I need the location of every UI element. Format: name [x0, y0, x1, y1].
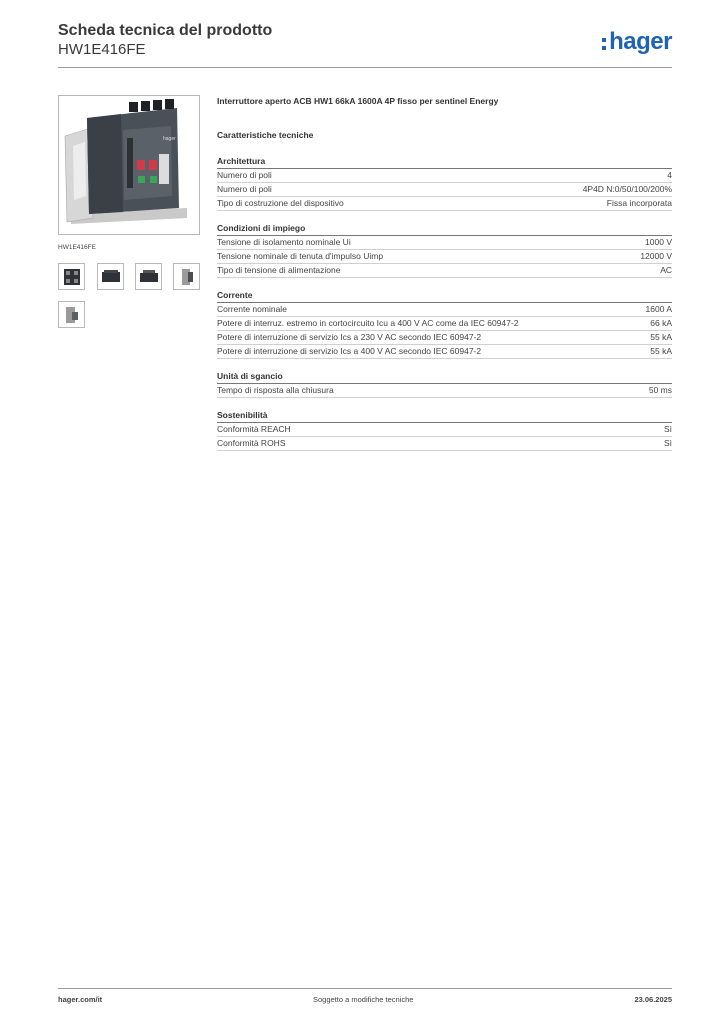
- section-architettura: [217, 156, 672, 211]
- svg-text:hager: hager: [163, 136, 176, 142]
- spec-label: Potere di interruz. estremo in cortocircuito Icu a 400 V AC come da IEC 60947-2: [217, 318, 519, 328]
- spec-row: [217, 317, 672, 331]
- spec-value: Sì: [663, 424, 672, 434]
- spec-row: [217, 303, 672, 317]
- mounting-plate-icon: [61, 304, 83, 326]
- spec-value: 1600 A: [645, 304, 672, 314]
- product-photo: [58, 95, 200, 235]
- footer-date: 23.06.2025: [634, 995, 672, 1004]
- spec-label: Tipo di tensione di alimentazione: [217, 265, 341, 275]
- spec-value: Fissa incorporata: [606, 198, 672, 208]
- mounting-bracket-icon: [176, 266, 198, 288]
- spec-label: Potere di interruzione di servizio Ics a 400 V AC secondo IEC 60947-2: [217, 346, 482, 356]
- spec-label: Numero di poli: [217, 184, 272, 194]
- spec-label: Potere di interruzione di servizio Ics a 230 V AC secondo IEC 60947-2: [217, 332, 482, 342]
- spec-value: Sì: [663, 438, 672, 448]
- spec-row: [217, 331, 672, 345]
- spec-value: 50 ms: [648, 385, 672, 395]
- thumbnail-front[interactable]: [97, 263, 124, 290]
- footer-note: Soggetto a modifiche tecniche: [313, 995, 414, 1004]
- section-condizioni-impiego: [217, 223, 672, 278]
- logo-text: hager: [609, 28, 672, 55]
- spec-row: [217, 250, 672, 264]
- thumbnail-bracket[interactable]: [173, 263, 200, 290]
- spec-value: 55 kA: [650, 332, 672, 342]
- spec-value: 1000 V: [645, 237, 672, 247]
- section-unita-sgancio: [217, 371, 672, 398]
- header-divider: [58, 67, 672, 68]
- spec-label: Tipo di costruzione del dispositivo: [217, 198, 344, 208]
- spec-value: 12000 V: [640, 251, 672, 261]
- thumbnail-mounting[interactable]: [58, 301, 85, 328]
- section-title: Condizioni di impiego: [217, 223, 672, 236]
- spec-label: Tensione di isolamento nominale Ui: [217, 237, 351, 247]
- breaker-front-icon: [100, 266, 122, 288]
- thumbnail-side[interactable]: [135, 263, 162, 290]
- spec-row: [217, 423, 672, 437]
- spec-label: Corrente nominale: [217, 304, 287, 314]
- photo-caption: HW1E416FE: [58, 244, 96, 251]
- spec-row: [217, 437, 672, 451]
- spec-label: Tensione nominale di tenuta d'impulso Uimp: [217, 251, 384, 261]
- specs-heading: Caratteristiche tecniche: [217, 130, 314, 140]
- footer-website-link[interactable]: hager.com/it: [58, 995, 103, 1004]
- spec-label: Tempo di risposta alla chiusura: [217, 385, 334, 395]
- logo-dots-icon: [602, 38, 606, 50]
- product-specifications: [217, 96, 672, 451]
- spec-value: 55 kA: [650, 346, 672, 356]
- spec-row: [217, 264, 672, 278]
- spec-value: 4P4D N:0/50/100/200%: [582, 184, 672, 194]
- section-title: Corrente: [217, 290, 672, 303]
- spec-row: [217, 384, 672, 398]
- spec-label: Conformità REACH: [217, 424, 291, 434]
- product-description: Interruttore aperto ACB HW1 66kA 1600A 4P fisso per sentinel Energy: [217, 96, 499, 106]
- document-header: [58, 22, 272, 59]
- section-corrente: [217, 290, 672, 359]
- section-title: Unità di sgancio: [217, 371, 672, 384]
- spec-row: [217, 345, 672, 359]
- spec-row: [217, 169, 672, 183]
- footer-divider: [58, 988, 672, 989]
- spec-value: AC: [660, 265, 672, 275]
- hager-logo: [602, 28, 672, 56]
- spec-value: 66 kA: [650, 318, 672, 328]
- document-title: Scheda tecnica del prodotto: [58, 22, 273, 39]
- spec-label: Numero di poli: [217, 170, 272, 180]
- spec-row: [217, 236, 672, 250]
- thumbnail-terminals[interactable]: [58, 263, 85, 290]
- spec-value: 4: [667, 170, 672, 180]
- circuit-breaker-image: [59, 96, 199, 234]
- spec-label: Conformità ROHS: [217, 438, 286, 448]
- product-code: HW1E416FE: [58, 41, 146, 58]
- spec-row: [217, 183, 672, 197]
- breaker-side-icon: [138, 266, 160, 288]
- spec-row: [217, 197, 672, 211]
- section-sostenibilita: [217, 410, 672, 451]
- section-title: Sostenibilità: [217, 410, 672, 423]
- section-title: Architettura: [217, 156, 672, 169]
- breaker-terminals-icon: [61, 266, 83, 288]
